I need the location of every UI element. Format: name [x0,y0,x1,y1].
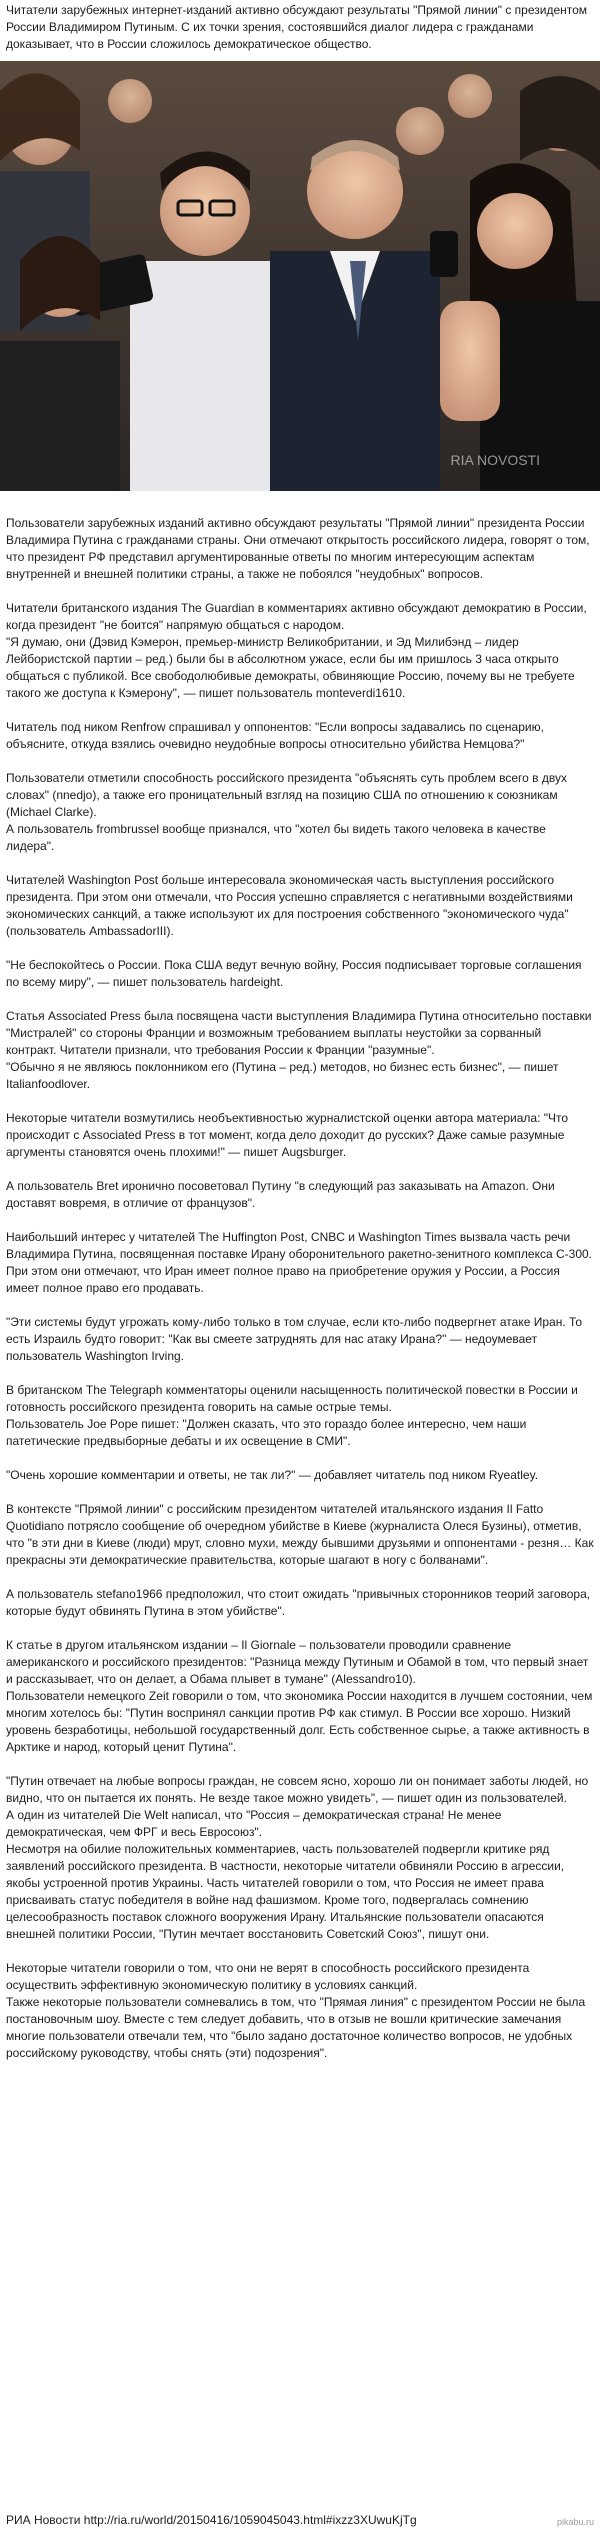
paragraph-line: Наибольший интерес у читателей The Huffington Post, CNBC и Washington Times вызвала часть речи Владимира Путина, посвященная поставке Ирану оборонительного ракетно-зенитного комплекса С-300. При этом они отмечают, что Иран имеет полное право на приобретение оружия у России, а Россия имеет полное право его продавать. [6,1230,592,1295]
article-paragraph [6,1008,594,1093]
article-paragraph [6,1178,594,1212]
article-paragraph [6,1773,594,1943]
photo-watermark: RIA NOVOSTI [450,452,540,468]
article-paragraph [6,1501,594,1569]
paragraph-line: Также некоторые пользователи сомневались в том, что "Прямая линия" с президентом России не была постановочным шоу. Вместе с тем следует добавить, что в отзыв не вошли критические замечания многие пользователи отвечали тем, что "было задано достаточное количество вопросов, не удобных российскому руководству, чтобы снять (эти) подозрения". [6,1995,586,2060]
paragraph-line: А пользователь stefano1966 предположил, что стоит ожидать "привычных сторонников теорий заговора, которые будут обвинять Путина в этом убийстве". [6,1587,591,1618]
paragraph-line: "Очень хорошие комментарии и ответы, не так ли?" — добавляет читатель под ником Ryeatley. [6,1468,539,1482]
article-paragraph [6,1110,594,1161]
footer-url[interactable]: http://ria.ru/world/20150416/1059045043.html#ixzz3XUwuKjTg [83,2513,417,2527]
paragraph-line: Читатели британского издания The Guardian в комментариях активно обсуждают демократию в России, когда президент "не боится" напрямую общаться с народом. [6,601,587,632]
paragraph-line: Пользователи отметили способность российского президента "объяснять суть проблем всего в двух словах" (nnedjo), а также его проницательный взгляд на позицию США по отношению к союзникам (Michael Clarke). [6,771,567,819]
paragraph-line: "Обычно я не являюсь поклонником его (Путина – ред.) методов, но бизнес есть бизнес", — пишет Italianfoodlover. [6,1060,559,1091]
article-intro: Читатели зарубежных интернет-изданий активно обсуждают результаты "Прямой линии" с президентом России Владимиром Путиным. С их точки зрения, состоявшийся диалог лидера с гражданами доказывает, что в России сложилось демократическое общество. [6,3,588,51]
paragraph-line: Читатель под ником Renfrow спрашивал у оппонентов: "Если вопросы задавались по сценарию, объясните, откуда взялись очевидно неудобные вопросы относительно убийства Немцова?" [6,720,544,751]
article-paragraph [6,719,594,753]
article-paragraph [6,1229,594,1297]
paragraph-line: В контексте "Прямой линии" с российским президентом читателей итальянского издания Il Fatto Quotidiano потрясло сообщение об очередном убийстве в Киеве (журналиста Олеся Бузины), отметив, что "в эти дни в Киеве (люди) мрут, словно мухи, между бывшими друзьями и оппонентами - резня… Как прекрасны эти демократические правительства, которые шагают в ногу с болванами". [6,1502,594,1567]
article-paragraph [6,1960,594,2062]
paragraph-line: А пользователь Bret иронично посоветовал Путину "в следующий раз заказывать на Amazon. Они доставят вовремя, в отличие от французов". [6,1179,555,1210]
article-paragraph [6,1637,594,1756]
article-photo [0,61,600,491]
article-paragraph [6,1382,594,1450]
paragraph-line: В британском The Telegraph комментаторы оценили насыщенность политической повестки в России и готовность российского президента говорить на самые острые темы. [6,1383,578,1414]
article-paragraph [6,600,594,702]
paragraph-line: "Я думаю, они (Дэвид Кэмерон, премьер-министр Великобритании, и Эд Милибэнд – лидер Лейбористской партии – ред.) были бы в абсолютном ужасе, если бы им пришлось 3 часа открыто общаться с публикой. Все свободолюбивые демократы, обвиняющие Россию, почему вы не требуете такого же доступа к Кэмерону", — пишет пользователь monteverdi1610. [6,635,575,700]
paragraph-line: Некоторые читатели возмутились необъективностью журналистской оценки автора материала: "Что происходит с Associated Press в тот момент, когда дело доходит до русских? Даже самые разумные аргументы становятся очень плохими!" — пишет Augsburger. [6,1111,569,1159]
paragraph-line: Читателей Washington Post больше интересовала экономическая часть выступления российского президента. При этом они отмечали, что Россия успешно справляется с негативными воздействиями экономических санкций, а также используют их для построения собственного "экономического чуда" (пользователь AmbassadorIII). [6,873,573,938]
article-paragraph [6,1586,594,1620]
paragraph-line: А пользователь frombrussel вообще признался, что "хотел бы видеть такого человека в качестве лидера". [6,822,546,853]
article-body [6,515,594,2062]
paragraph-line: Некоторые читатели говорили о том, что они не верят в способность российского президента осуществить эффективную экономическую политику в условиях санкций. [6,1961,530,1992]
paragraph-line: Пользователи немецкого Zeit говорили о том, что экономика России находится в лучшем состоянии, чем многим хотелось бы: "Путин воспринял санкции против РФ как стимул. В России все хорошо. Низкий уровень безработицы, небольшой государственный долг. Есть собственное сырье, а также активность в Арктике и народ, который ценит Путина". [6,1689,593,1754]
paragraph-line: "Не беспокойтесь о России. Пока США ведут вечную войну, Россия подписывает торговые соглашения по всему миру", — пишет пользователь hardeight. [6,958,582,989]
article-paragraph [6,1314,594,1365]
article-paragraph [6,1467,594,1484]
footer-source: РИА Новости [6,2513,81,2527]
site-watermark: pikabu.ru [556,2517,594,2527]
article-paragraph [6,515,594,583]
paragraph-line: Пользователь Joe Pope пишет: "Должен сказать, что это гораздо более интересно, чем наши патетические предвыборные дебаты и их освещение в СМИ". [6,1417,527,1448]
paragraph-line: "Эти системы будут угрожать кому-либо только в том случае, если кто-либо подвергнет атаке Иран. То есть Израиль будто говорит: "Как вы смеете затруднять для нас атаку Ирана?" — недоумевает пользователь Washington Irving. [6,1315,583,1363]
paragraph-line: Статья Associated Press была посвящена части выступления Владимира Путина относительно поставки "Мистралей" со стороны Франции и возможным требованием выплаты неустойки за сорванный контракт. Читатели признали, что требования России к Франции "разумные". [6,1009,592,1057]
article-paragraph [6,770,594,855]
paragraph-line: Пользователи зарубежных изданий активно обсуждают результаты "Прямой линии" президента России Владимира Путина с гражданами страны. Они отмечают открытость российского лидера, говорят о том, что президент РФ представил аргументированные ответы по многим интересующим аспектам внутренней и внешней политики страны, а также не побоялся "неудобных" вопросов. [6,516,590,581]
selfie-photo-icon [0,61,600,491]
article-paragraph [6,957,594,991]
paragraph-line: А один из читателей Die Welt написал, что "Россия – демократическая страна! Не менее демократическая, чем ФРГ и весь Евросоюз". [6,1808,502,1839]
article-footer [6,2512,417,2529]
paragraph-line: К статье в другом итальянском издании – Il Giornale – пользователи проводили сравнение американского и российского президентов: "Разница между Путиным и Обамой в том, что первый знает и рассказывает, что он делает, а Обама плывет в тумане" (Alessandro10). [6,1638,589,1686]
article-paragraph [6,872,594,940]
paragraph-line: Несмотря на обилие положительных комментариев, часть пользователей подвергли критике ряд заявлений российского президента. В частности, некоторые читатели обвиняли Россию в агрессии, якобы устроенной против Украины. Часть читателей говорили о том, что Россия не имеет права присваивать статус победителя в войне над фашизмом. Кроме того, подвергалась сомнению целесообразность поставок сложного вооружения Ирану. Итальянские пользователи опасаются внешней политики России, "Путин мечтает восстановить Советский Союз", пишут они. [6,1842,565,1941]
paragraph-line: "Путин отвечает на любые вопросы граждан, не совсем ясно, хорошо ли он понимает заботы людей, но видно, что он пытается их понять. Не везде такое можно увидеть", — пишет один из пользователей. [6,1774,589,1805]
